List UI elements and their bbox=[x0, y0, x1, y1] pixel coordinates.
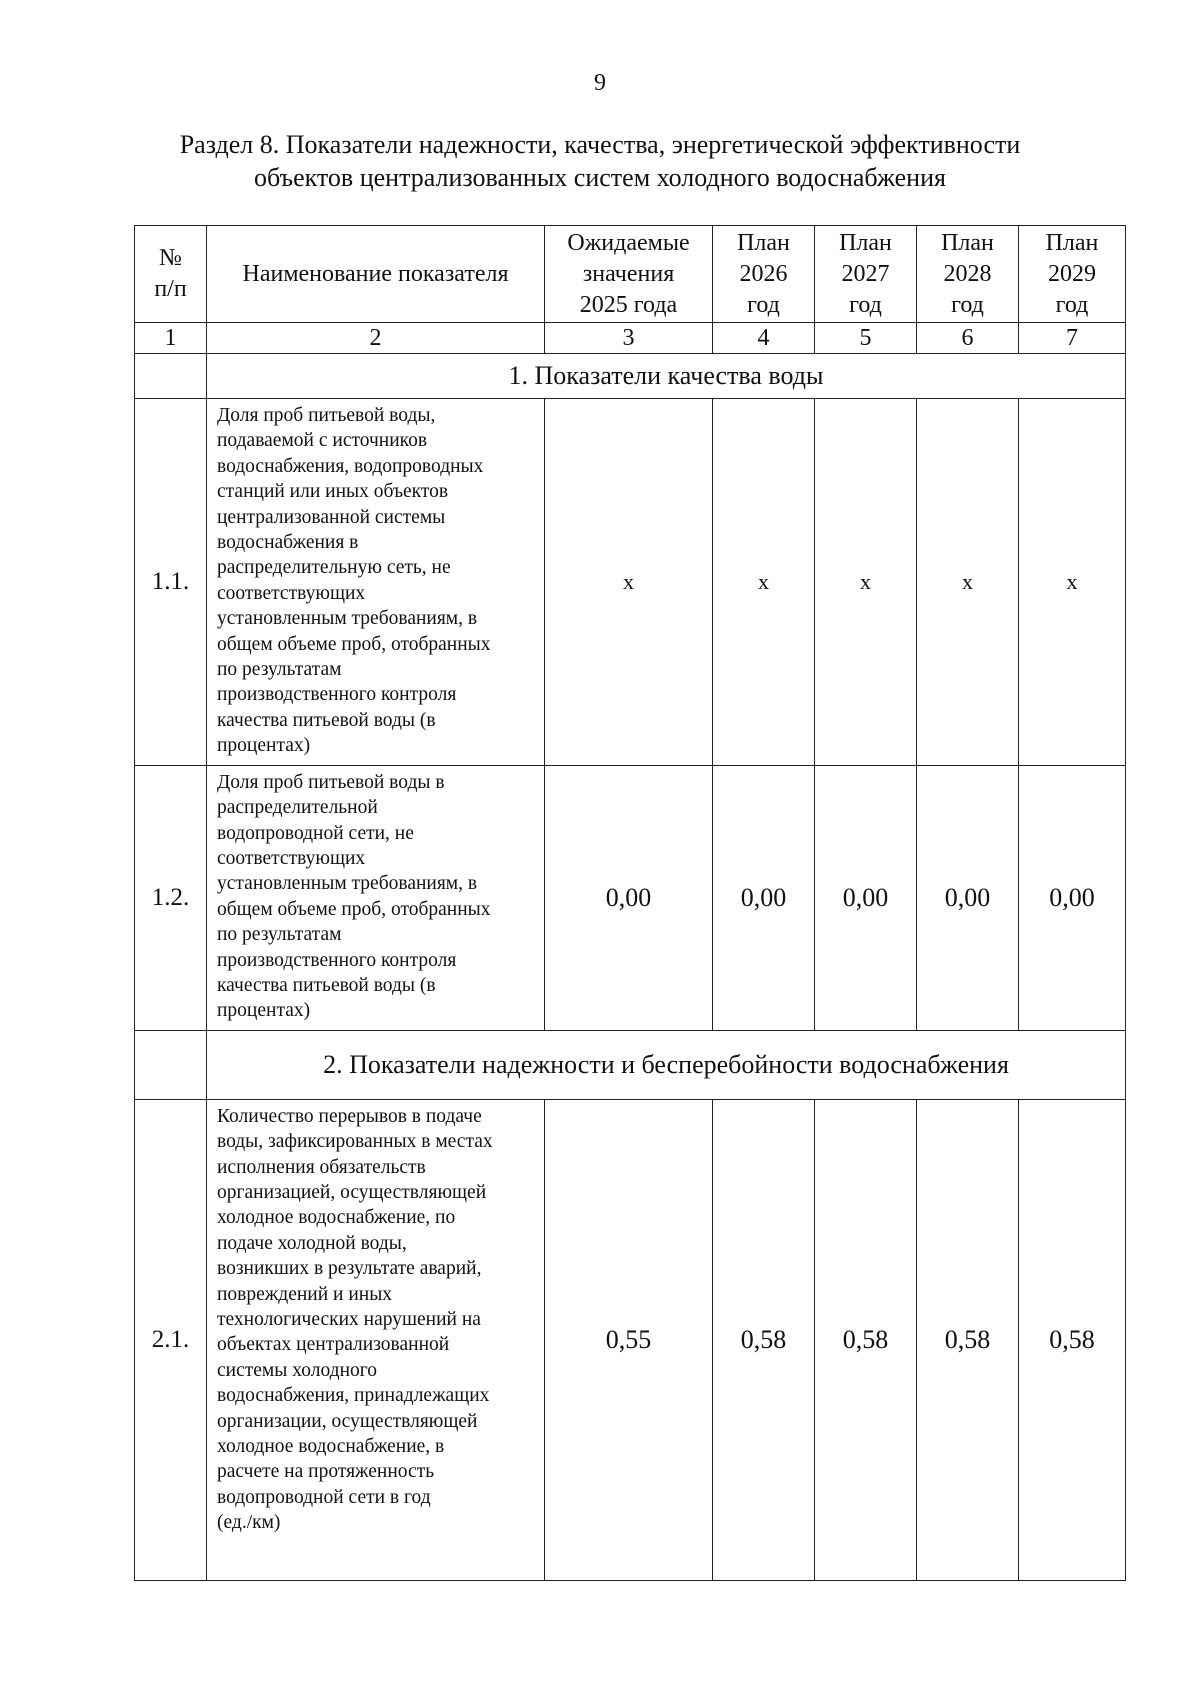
row-number: 1.2. bbox=[135, 765, 207, 1030]
indicator-name-line: организацией, осуществляющей bbox=[217, 1181, 487, 1203]
value-expected-2025: 0,00 bbox=[545, 765, 713, 1030]
header-expected-line-3: 2025 года bbox=[579, 291, 678, 318]
value-plan-2029: 0,00 bbox=[1019, 765, 1126, 1030]
value-plan-2026: 0,58 bbox=[713, 1099, 815, 1580]
header-plan-line-1: План bbox=[1045, 229, 1099, 256]
header-plan-2027 bbox=[815, 226, 917, 323]
indicator-name-line: станций или иных объектов bbox=[217, 481, 449, 503]
indicator-name-line: по результатам bbox=[217, 924, 342, 946]
table-row bbox=[135, 765, 1126, 1030]
indicator-name-line: технологических нарушений на bbox=[217, 1309, 481, 1330]
header-plan-line-2: 2026 bbox=[739, 260, 788, 287]
section-title bbox=[100, 128, 1100, 194]
value-plan-2028: 0,00 bbox=[917, 765, 1019, 1030]
indicators-table bbox=[134, 225, 1126, 1581]
column-numbers-row bbox=[135, 323, 1126, 354]
section-title-line-2: объектов централизованных систем холодного водоснабжения bbox=[254, 163, 946, 192]
column-number: 1 bbox=[135, 323, 207, 354]
indicator-name-line: Доля проб питьевой воды в bbox=[217, 771, 445, 793]
indicator-name-line: холодное водоснабжение, в bbox=[217, 1436, 445, 1458]
header-plan-line-3: год bbox=[1055, 291, 1089, 318]
header-plan-line-3: год bbox=[849, 291, 882, 318]
indicator-name-line: холодное водоснабжение, по bbox=[217, 1207, 456, 1229]
value-plan-2026: 0,00 bbox=[713, 765, 815, 1030]
indicator-name-line: водоснабжения в bbox=[217, 532, 359, 554]
value-plan-2028: 0,58 bbox=[917, 1099, 1019, 1580]
value-plan-2026: х bbox=[713, 399, 815, 766]
header-plan-line-2: 2029 bbox=[1048, 260, 1096, 287]
indicator-name-line: возникших в результате аварий, bbox=[217, 1258, 482, 1280]
value-plan-2028: х bbox=[917, 399, 1019, 766]
table-header-row bbox=[135, 226, 1126, 323]
header-expected-line-1: Ожидаемые bbox=[567, 229, 690, 256]
section-title-line-1: Раздел 8. Показатели надежности, качества, энергетической эффективности bbox=[179, 130, 1021, 159]
indicator-name-line: подаваемой с источников bbox=[217, 430, 428, 452]
row-number: 1.1. bbox=[135, 399, 207, 766]
indicator-name-line: (ед./км) bbox=[217, 1512, 281, 1534]
indicator-name-line: водоснабжения, водопроводных bbox=[217, 455, 484, 477]
indicator-name-line: установленным требованиям, в bbox=[217, 608, 478, 630]
header-plan-line-1: План bbox=[839, 229, 892, 256]
indicator-name-line: распределительную сеть, не bbox=[217, 557, 451, 579]
indicator-name bbox=[207, 399, 545, 766]
indicator-name-line: объектах централизованной bbox=[217, 1334, 450, 1356]
column-number: 5 bbox=[815, 323, 917, 354]
column-number: 7 bbox=[1019, 323, 1126, 354]
value-plan-2029: 0,58 bbox=[1019, 1099, 1126, 1580]
value-expected-2025: х bbox=[545, 399, 713, 766]
value-plan-2027: х bbox=[815, 399, 917, 766]
indicator-name-line: процентах) bbox=[217, 735, 311, 757]
indicator-name-line: общем объеме проб, отобранных bbox=[217, 633, 491, 655]
indicator-name-line: соответствующих bbox=[217, 582, 366, 604]
value-plan-2029: х bbox=[1019, 399, 1126, 766]
header-expected-2025 bbox=[545, 226, 713, 323]
header-plan-line-1: План bbox=[737, 229, 790, 256]
indicator-name-line: подаче холодной воды, bbox=[217, 1232, 407, 1254]
row-number: 2.1. bbox=[135, 1099, 207, 1580]
section-heading-empty-cell bbox=[135, 1030, 207, 1099]
header-num-line-2: п/п bbox=[154, 276, 187, 302]
indicator-name-line: Количество перерывов в подаче bbox=[217, 1105, 482, 1127]
indicator-name-line: Доля проб питьевой воды, bbox=[217, 405, 436, 426]
indicator-name-line: исполнения обязательств bbox=[217, 1156, 426, 1178]
column-number: 2 bbox=[207, 323, 545, 354]
header-plan-line-3: год bbox=[747, 291, 780, 318]
indicator-name-line: водоснабжения, принадлежащих bbox=[217, 1385, 490, 1407]
page-number: 9 bbox=[594, 70, 606, 96]
indicator-name-line: расчете на протяженность bbox=[217, 1461, 435, 1483]
value-expected-2025: 0,55 bbox=[545, 1099, 713, 1580]
header-plan-2028 bbox=[917, 226, 1019, 323]
indicator-name-line: организации, осуществляющей bbox=[217, 1410, 478, 1432]
indicator-name-line: системы холодного bbox=[217, 1359, 378, 1381]
header-num-line-1: № bbox=[159, 245, 182, 271]
header-plan-2026 bbox=[713, 226, 815, 323]
indicator-name-line: повреждений и иных bbox=[217, 1283, 393, 1305]
table-row bbox=[135, 399, 1126, 766]
header-expected-line-2: значения bbox=[582, 260, 675, 287]
indicator-name-line: качества питьевой воды (в bbox=[217, 709, 436, 731]
header-plan-line-3: год bbox=[951, 291, 984, 318]
indicator-name-line: установленным требованиям, в bbox=[217, 873, 478, 895]
indicator-name-line: качества питьевой воды (в bbox=[217, 974, 436, 996]
indicator-name-line: распределительной bbox=[217, 797, 378, 819]
indicator-name bbox=[207, 765, 545, 1030]
header-plan-line-2: 2028 bbox=[943, 260, 992, 287]
header-num bbox=[135, 226, 207, 323]
indicator-name-line: воды, зафиксированных в местах bbox=[217, 1131, 493, 1153]
indicator-name-line: по результатам bbox=[217, 659, 342, 681]
indicator-name-line: производственного контроля bbox=[217, 684, 457, 706]
indicator-name bbox=[207, 1099, 545, 1580]
column-number: 4 bbox=[713, 323, 815, 354]
header-plan-line-2: 2027 bbox=[841, 260, 890, 287]
section-heading: 1. Показатели качества воды bbox=[207, 354, 1126, 399]
column-number: 3 bbox=[545, 323, 713, 354]
section-heading: 2. Показатели надежности и бесперебойности водоснабжения bbox=[207, 1030, 1126, 1099]
value-plan-2027: 0,00 bbox=[815, 765, 917, 1030]
header-plan-line-1: План bbox=[941, 229, 994, 256]
indicator-name-line: централизованной системы bbox=[217, 506, 446, 528]
indicator-name-line: общем объеме проб, отобранных bbox=[217, 898, 491, 920]
indicator-name-line: соответствующих bbox=[217, 847, 366, 869]
indicator-name-line: водопроводной сети в год bbox=[217, 1486, 431, 1508]
indicator-name-line: процентах) bbox=[217, 1000, 311, 1022]
indicator-name-line: водопроводной сети, не bbox=[217, 822, 414, 844]
section-heading-row bbox=[135, 354, 1126, 399]
section-heading-row bbox=[135, 1030, 1126, 1099]
header-name: Наименование показателя bbox=[207, 226, 545, 323]
column-number: 6 bbox=[917, 323, 1019, 354]
table-row bbox=[135, 1099, 1126, 1580]
value-plan-2027: 0,58 bbox=[815, 1099, 917, 1580]
header-plan-2029 bbox=[1019, 226, 1126, 323]
section-heading-empty-cell bbox=[135, 354, 207, 399]
indicator-name-line: производственного контроля bbox=[217, 949, 457, 971]
